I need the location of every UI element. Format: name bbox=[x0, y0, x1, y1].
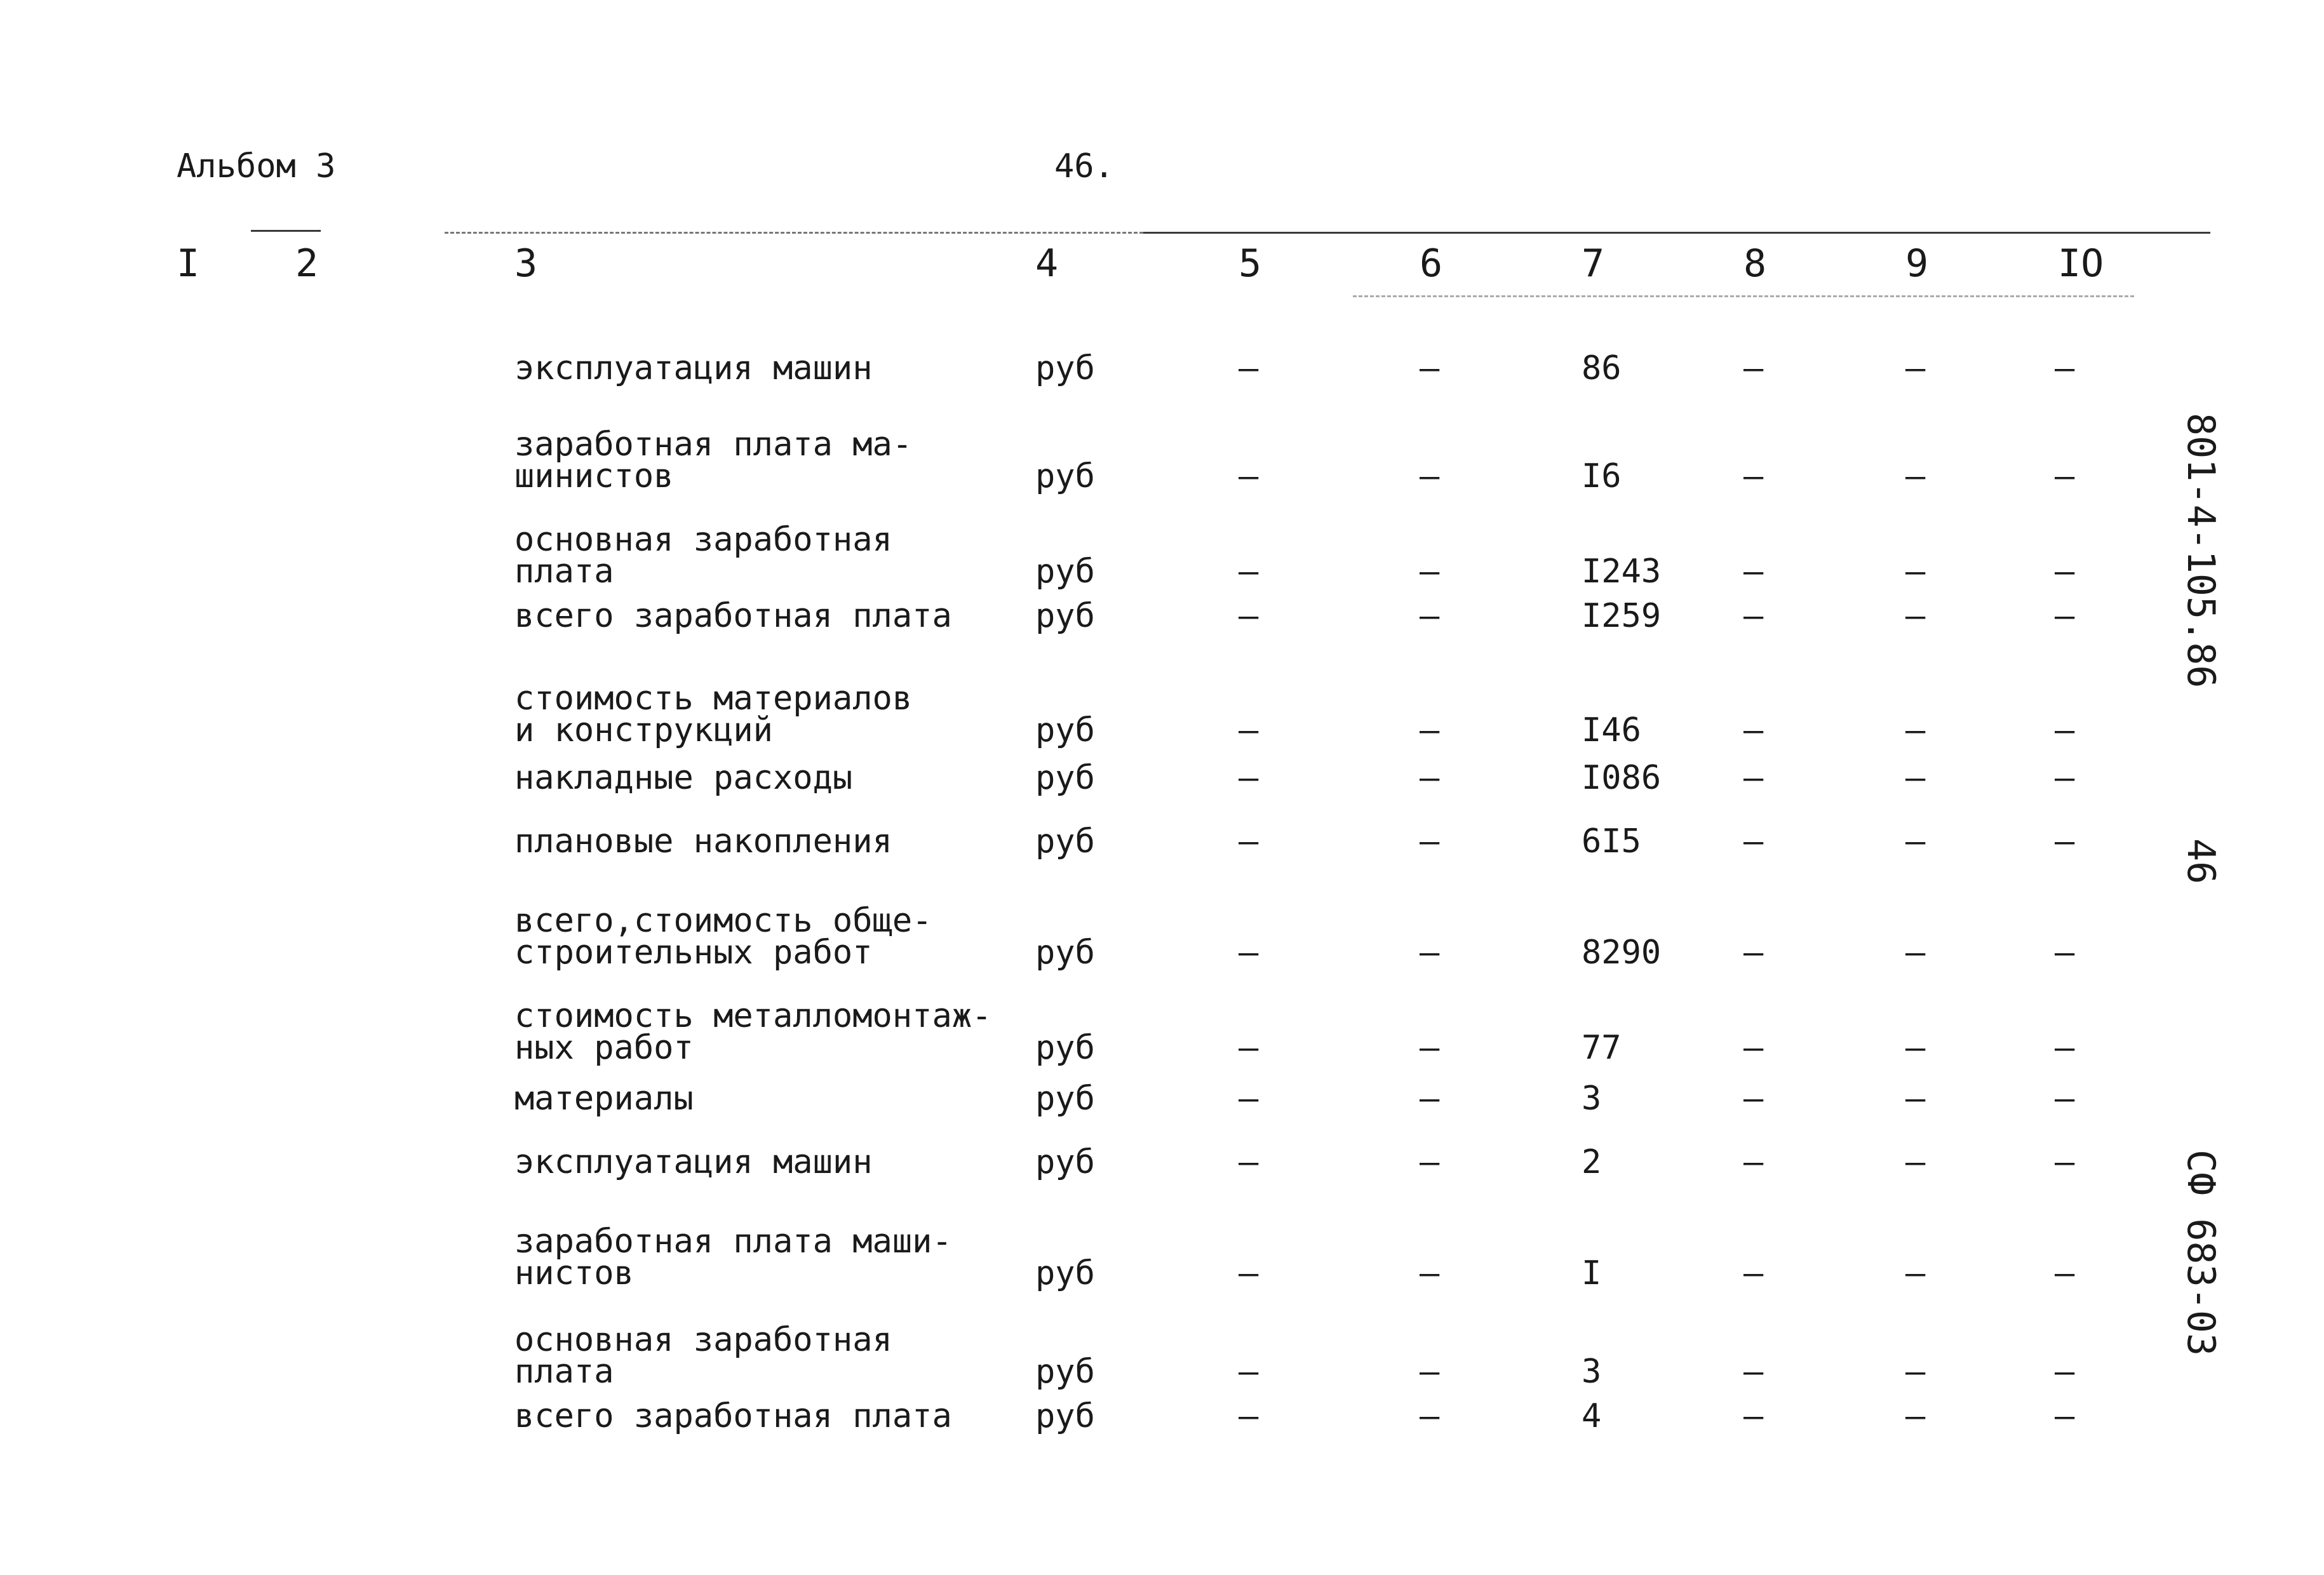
row-value: I243 bbox=[1582, 553, 1662, 591]
row-unit: руб bbox=[1035, 553, 1095, 591]
row-c8: – bbox=[1743, 349, 1764, 387]
row-description: нистов bbox=[514, 1254, 634, 1292]
row-c10: – bbox=[2055, 934, 2075, 972]
row-unit: руб bbox=[1035, 1254, 1095, 1292]
row-c8: – bbox=[1743, 1143, 1764, 1181]
column-number-5: 5 bbox=[1239, 241, 1262, 286]
row-c6: – bbox=[1420, 759, 1440, 797]
row-value: 8290 bbox=[1582, 934, 1662, 972]
row-c5: – bbox=[1239, 597, 1259, 635]
row-c6: – bbox=[1420, 934, 1440, 972]
row-c10: – bbox=[2055, 759, 2075, 797]
row-description: материалы bbox=[514, 1080, 694, 1118]
row-c6: – bbox=[1420, 1080, 1440, 1118]
row-c5: – bbox=[1239, 822, 1259, 861]
row-unit: руб bbox=[1035, 1029, 1095, 1067]
row-unit: руб bbox=[1035, 1397, 1095, 1435]
row-value: 3 bbox=[1582, 1080, 1602, 1118]
page-number: 46. bbox=[1054, 147, 1114, 185]
row-unit: руб bbox=[1035, 597, 1095, 635]
row-c8: – bbox=[1743, 1397, 1764, 1435]
row-unit: руб bbox=[1035, 822, 1095, 861]
row-unit: руб bbox=[1035, 711, 1095, 749]
row-c5: – bbox=[1239, 759, 1259, 797]
row-description: всего,стоимость обще- bbox=[514, 902, 932, 940]
row-value: 2 bbox=[1582, 1143, 1602, 1181]
row-c9: – bbox=[1905, 1353, 1926, 1391]
row-unit: руб bbox=[1035, 349, 1095, 387]
row-c9: – bbox=[1905, 1029, 1926, 1067]
column-number-10: IO bbox=[2058, 241, 2104, 286]
row-c9: – bbox=[1905, 597, 1926, 635]
row-c9: – bbox=[1905, 1080, 1926, 1118]
row-c8: – bbox=[1743, 934, 1764, 972]
row-unit: руб bbox=[1035, 934, 1095, 972]
row-c8: – bbox=[1743, 1029, 1764, 1067]
header-top-rule bbox=[445, 232, 1143, 234]
row-c5: – bbox=[1239, 711, 1259, 749]
row-c5: – bbox=[1239, 1353, 1259, 1391]
column-number-8: 8 bbox=[1743, 241, 1767, 286]
column-number-1: I bbox=[177, 241, 200, 286]
row-c8: – bbox=[1743, 553, 1764, 591]
row-c5: – bbox=[1239, 457, 1259, 495]
row-c10: – bbox=[2055, 597, 2075, 635]
row-value: 3 bbox=[1582, 1353, 1602, 1391]
row-description: и конструкций bbox=[514, 711, 773, 749]
row-c5: – bbox=[1239, 1029, 1259, 1067]
row-c6: – bbox=[1420, 1353, 1440, 1391]
row-c10: – bbox=[2055, 1029, 2075, 1067]
row-c10: – bbox=[2055, 1080, 2075, 1118]
row-c6: – bbox=[1420, 822, 1440, 861]
row-c6: – bbox=[1420, 349, 1440, 387]
row-c9: – bbox=[1905, 1397, 1926, 1435]
margin-code-page: 46 bbox=[2179, 838, 2223, 885]
column-number-7: 7 bbox=[1582, 241, 1605, 286]
row-description: строительных работ bbox=[514, 934, 873, 972]
row-c10: – bbox=[2055, 822, 2075, 861]
column-number-6: 6 bbox=[1420, 241, 1443, 286]
row-description: основная заработная bbox=[514, 1321, 892, 1359]
row-value: I46 bbox=[1582, 711, 1641, 749]
column-number-3: 3 bbox=[514, 241, 538, 286]
row-value: 77 bbox=[1582, 1029, 1622, 1067]
row-c9: – bbox=[1905, 553, 1926, 591]
margin-code-document: 801-4-105.86 bbox=[2179, 413, 2223, 688]
row-c8: – bbox=[1743, 759, 1764, 797]
row-c5: – bbox=[1239, 1254, 1259, 1292]
row-c9: – bbox=[1905, 349, 1926, 387]
row-value: I6 bbox=[1582, 457, 1622, 495]
row-c5: – bbox=[1239, 1397, 1259, 1435]
row-c5: – bbox=[1239, 349, 1259, 387]
row-description: ных работ bbox=[514, 1029, 694, 1067]
row-c10: – bbox=[2055, 1353, 2075, 1391]
row-c5: – bbox=[1239, 1080, 1259, 1118]
row-c9: – bbox=[1905, 1254, 1926, 1292]
row-c8: – bbox=[1743, 457, 1764, 495]
row-c10: – bbox=[2055, 349, 2075, 387]
row-c5: – bbox=[1239, 934, 1259, 972]
row-description: плата bbox=[514, 553, 614, 591]
row-c10: – bbox=[2055, 1397, 2075, 1435]
row-c10: – bbox=[2055, 1254, 2075, 1292]
row-description: плановые накопления bbox=[514, 822, 892, 861]
row-c8: – bbox=[1743, 711, 1764, 749]
row-description: всего заработная плата bbox=[514, 597, 952, 635]
row-c9: – bbox=[1905, 711, 1926, 749]
row-c6: – bbox=[1420, 1143, 1440, 1181]
row-c9: – bbox=[1905, 457, 1926, 495]
header-bottom-rule bbox=[1353, 295, 2134, 297]
header-top-tick bbox=[251, 230, 321, 232]
row-c6: – bbox=[1420, 457, 1440, 495]
row-value: 86 bbox=[1582, 349, 1622, 387]
row-description: основная заработная bbox=[514, 521, 892, 559]
row-value: 6I5 bbox=[1582, 822, 1641, 861]
row-c8: – bbox=[1743, 597, 1764, 635]
row-description: всего заработная плата bbox=[514, 1397, 952, 1435]
row-c6: – bbox=[1420, 1254, 1440, 1292]
row-description: стоимость материалов bbox=[514, 680, 913, 718]
row-description: плата bbox=[514, 1353, 614, 1391]
row-c6: – bbox=[1420, 553, 1440, 591]
column-number-4: 4 bbox=[1035, 241, 1059, 286]
row-c8: – bbox=[1743, 822, 1764, 861]
row-c9: – bbox=[1905, 822, 1926, 861]
row-c10: – bbox=[2055, 457, 2075, 495]
row-c6: – bbox=[1420, 597, 1440, 635]
album-label: Альбом 3 bbox=[177, 147, 336, 185]
row-c9: – bbox=[1905, 1143, 1926, 1181]
row-description: заработная плата ма- bbox=[514, 426, 913, 464]
column-number-9: 9 bbox=[1905, 241, 1929, 286]
row-unit: руб bbox=[1035, 1353, 1095, 1391]
row-value: I086 bbox=[1582, 759, 1662, 797]
row-c8: – bbox=[1743, 1353, 1764, 1391]
header-top-rule-solid bbox=[1143, 232, 2210, 234]
row-c10: – bbox=[2055, 1143, 2075, 1181]
row-c8: – bbox=[1743, 1080, 1764, 1118]
row-value: 4 bbox=[1582, 1397, 1602, 1435]
row-description: эксплуатация машин bbox=[514, 1143, 873, 1181]
row-c9: – bbox=[1905, 759, 1926, 797]
row-c5: – bbox=[1239, 1143, 1259, 1181]
row-c9: – bbox=[1905, 934, 1926, 972]
row-c6: – bbox=[1420, 711, 1440, 749]
row-c10: – bbox=[2055, 711, 2075, 749]
row-c10: – bbox=[2055, 553, 2075, 591]
row-c5: – bbox=[1239, 553, 1259, 591]
row-description: накладные расходы bbox=[514, 759, 853, 797]
margin-code-archive: СФ 683-03 bbox=[2179, 1149, 2223, 1357]
row-unit: руб bbox=[1035, 457, 1095, 495]
row-unit: руб bbox=[1035, 1080, 1095, 1118]
row-c8: – bbox=[1743, 1254, 1764, 1292]
row-description: эксплуатация машин bbox=[514, 349, 873, 387]
row-value: I259 bbox=[1582, 597, 1662, 635]
row-description: стоимость металломонтаж- bbox=[514, 997, 992, 1035]
row-unit: руб bbox=[1035, 1143, 1095, 1181]
row-value: I bbox=[1582, 1254, 1602, 1292]
row-c6: – bbox=[1420, 1397, 1440, 1435]
row-c6: – bbox=[1420, 1029, 1440, 1067]
row-description: шинистов bbox=[514, 457, 674, 495]
row-description: заработная плата маши- bbox=[514, 1223, 952, 1261]
row-unit: руб bbox=[1035, 759, 1095, 797]
column-number-2: 2 bbox=[295, 241, 319, 286]
